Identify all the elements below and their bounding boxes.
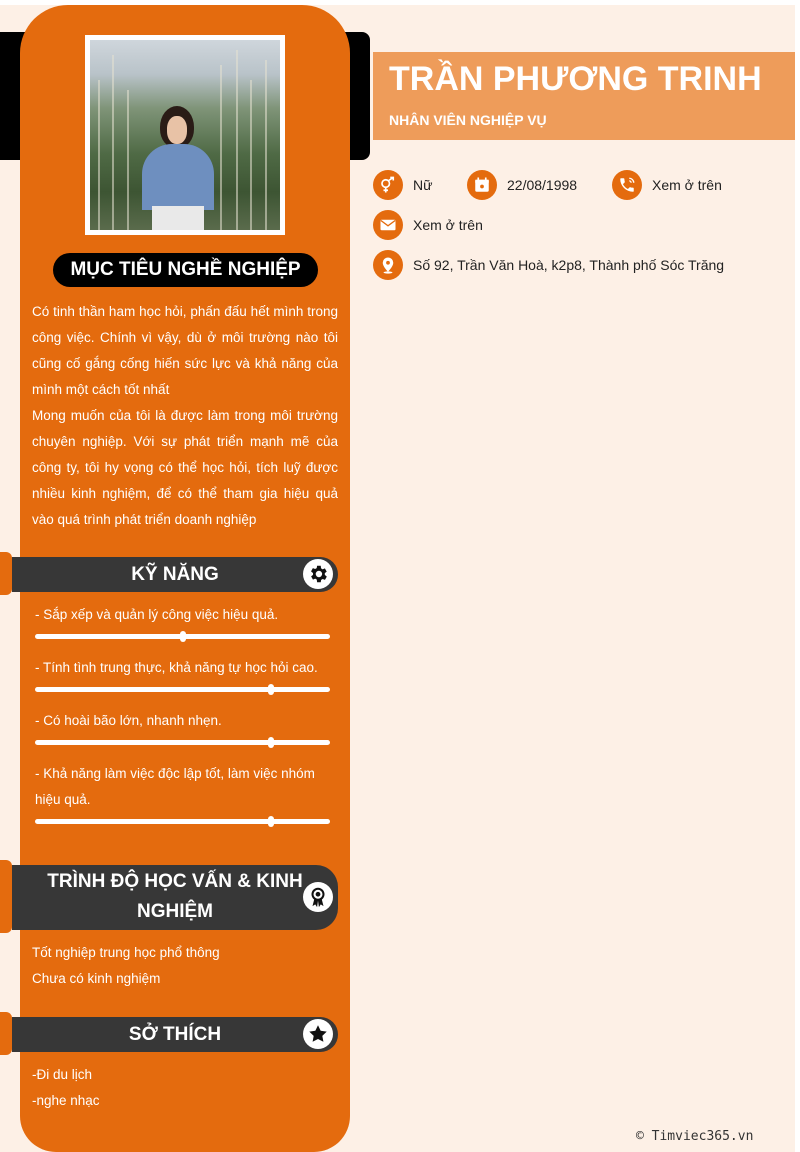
objective-title: MỤC TIÊU NGHỀ NGHIỆP: [53, 253, 318, 287]
phone-icon: [612, 170, 642, 200]
gender-value: Nữ: [413, 177, 433, 193]
skill-item: - Có hoài bão lớn, nhanh nhẹn.: [35, 713, 222, 728]
gender-icon: [373, 170, 403, 200]
address-value: Số 92, Trần Văn Hoà, k2p8, Thành phố Sóc Trăng: [413, 257, 725, 273]
hobbies-title: SỞ THÍCH: [128, 1024, 222, 1045]
job-title: NHÂN VIÊN NGHIỆP VỤ: [389, 112, 547, 128]
skill-bar: [35, 819, 330, 824]
location-pin-icon: [373, 250, 403, 280]
award-icon: [303, 882, 333, 912]
cv-page: [0, 5, 795, 1152]
star-icon: [303, 1019, 333, 1049]
footer-credit: © Timviec365.vn: [636, 1129, 754, 1144]
skill-bar-knob: [268, 737, 274, 748]
skill-bar: [35, 740, 330, 745]
calendar-icon: [467, 170, 497, 200]
skill-bar: [35, 634, 330, 639]
email-row: [373, 210, 483, 240]
email-value: Xem ở trên: [413, 217, 483, 233]
gender-row: [373, 170, 432, 200]
education-text: [32, 940, 332, 992]
education-accent: [0, 860, 12, 933]
hobbies-header: [12, 1017, 338, 1052]
skill-item: - Sắp xếp và quản lý công việc hiệu quả.: [35, 607, 279, 622]
education-line: Chưa có kinh nghiệm: [32, 971, 161, 986]
objective-paragraph-1: Có tinh thần ham học hỏi, phấn đấu hết mình trong công việc. Chính vì vậy, dù ở môi trường nào tôi cũng cố gắng cống hiến sức lực và khả năng của mình một cách tốt nhất: [32, 304, 338, 397]
skill-bar-knob: [268, 816, 274, 827]
skills-accent: [0, 552, 12, 595]
birthday-row: [467, 170, 577, 200]
phone-value: Xem ở trên: [652, 177, 722, 193]
skill-bar-knob: [180, 631, 186, 642]
gear-icon: [303, 559, 333, 589]
hobby-line: -Đi du lịch: [32, 1067, 93, 1082]
profile-photo-image: [90, 40, 280, 230]
objective-text: [32, 299, 338, 533]
education-header: [12, 865, 338, 930]
full-name: TRẦN PHƯƠNG TRINH: [389, 60, 762, 98]
skill-bar-knob: [268, 684, 274, 695]
skills-header: [12, 557, 338, 592]
skill-item: - Tính tình trung thực, khả năng tự học hỏi cao.: [35, 660, 318, 675]
name-box: [373, 52, 795, 140]
skill-item: - Khả năng làm việc độc lập tốt, làm việc nhóm hiệu quả.: [35, 766, 315, 807]
hobbies-accent: [0, 1012, 12, 1055]
birthday-value: 22/08/1998: [507, 177, 578, 193]
mail-icon: [373, 210, 403, 240]
profile-photo: [85, 35, 285, 235]
skill-bar: [35, 687, 330, 692]
skills-title: KỸ NĂNG: [131, 564, 219, 585]
address-row: [373, 250, 724, 280]
objective-paragraph-2: Mong muốn của tôi là được làm trong môi trường chuyên nghiệp. Với sự phát triển mạnh mẽ của công ty, tôi hy vọng có thể học hỏi, tích luỹ được nhiều kinh nghiệm, để có thể tham gia hiệu quả vào quá trình phát triển doanh nghiệp: [32, 408, 338, 527]
education-title: TRÌNH ĐỘ HỌC VẤN & KINH NGHIỆM: [47, 871, 303, 922]
education-line: Tốt nghiệp trung học phổ thông: [32, 945, 220, 960]
hobby-line: -nghe nhạc: [32, 1093, 100, 1108]
phone-row: [612, 170, 722, 200]
hobbies-text: [32, 1062, 332, 1114]
